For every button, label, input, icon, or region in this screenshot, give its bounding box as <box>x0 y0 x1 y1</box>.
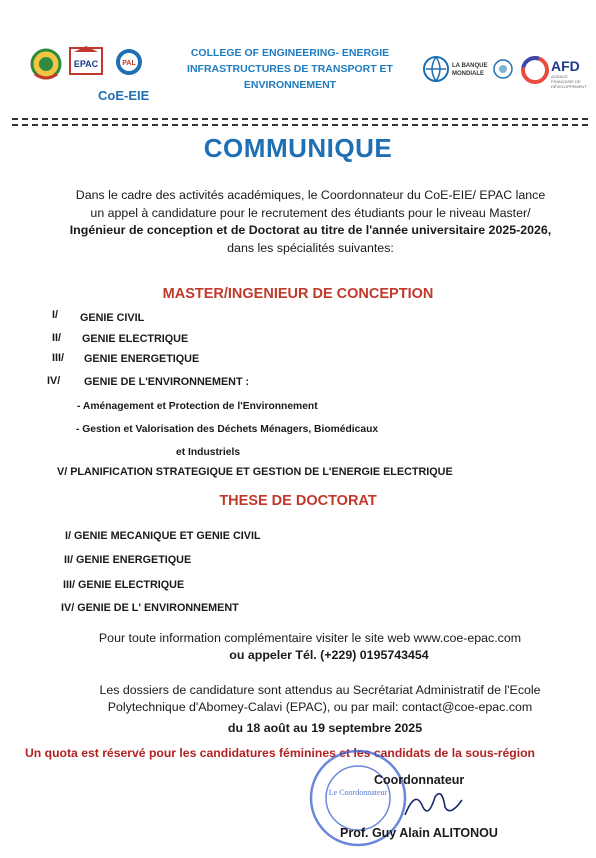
svg-text:Le Coordonnateur: Le Coordonnateur <box>328 788 388 797</box>
info-paragraph <box>40 630 580 664</box>
list-item: V/ PLANIFICATION STRATEGIQUE ET GESTION DE L'ENERGIE ELECTRIQUE <box>57 466 453 478</box>
signatory-name: Prof. Guy Alain ALITONOU <box>340 826 498 840</box>
afd-logo-icon <box>520 55 550 90</box>
quota-notice: Un quota est réservé pour les candidatures féminines et les candidats de la sous-région <box>25 746 535 760</box>
afd-subtext: AGENCE FRANÇAISE DE DÉVELOPPEMENT <box>551 74 587 89</box>
svg-text:PAL: PAL <box>122 60 136 67</box>
pal-gear-logo-icon <box>114 47 144 82</box>
list-item: GENIE CIVIL <box>80 312 145 324</box>
list-item: IV/ GENIE DE L' ENVIRONNEMENT <box>61 602 239 614</box>
epac-logo-icon <box>66 44 106 85</box>
dossiers-line: du 18 août au 19 septembre 2025 <box>227 721 423 735</box>
list-item: GENIE ENERGETIQUE <box>84 353 200 365</box>
emblem-icon <box>492 58 514 85</box>
intro-paragraph <box>48 187 573 257</box>
info-line: ou appeler Tél. (+229) 0195743454 <box>229 648 429 662</box>
dossiers-line: Polytechnique d'Abomey-Calavi (EPAC), ou par mail: contact@coe-epac.com <box>107 700 533 714</box>
dossiers-paragraph <box>60 682 580 737</box>
intro-line: un appel à candidature pour le recrutement des étudiants pour le niveau Master/ <box>90 205 531 220</box>
info-line: Pour toute information complémentaire visiter le site web www.coe-epac.com <box>98 631 522 645</box>
intro-line: Ingénieur de conception et de Doctorat au titre de l'année universitaire 2025-2026, <box>69 223 552 237</box>
dossiers-line: Les dossiers de candidature sont attendus au Secrétariat Administratif de l'Ecole <box>99 683 541 697</box>
list-number: I/ <box>52 309 58 321</box>
list-number: IV/ <box>47 375 61 387</box>
list-number: II/ <box>52 332 61 344</box>
sub-list-item: et Industriels <box>176 447 241 458</box>
svg-text:EPAC: EPAC <box>73 59 99 69</box>
intro-line: Dans le cadre des activités académiques, le Coordonnateur du CoE-EIE/ EPAC lance <box>75 188 546 202</box>
list-item: II/ GENIE ENERGETIQUE <box>64 554 192 566</box>
doctorat-section-title: THESE DE DOCTORAT <box>219 493 377 509</box>
header-divider <box>12 124 588 126</box>
list-number: III/ <box>52 352 64 364</box>
list-item: GENIE DE L'ENVIRONNEMENT : <box>84 376 250 388</box>
signature-role: Coordonnateur <box>374 773 465 787</box>
page-title: COMMUNIQUE <box>203 133 393 163</box>
afd-text: AFD <box>551 58 580 74</box>
list-item: I/ GENIE MECANIQUE ET GENIE CIVIL <box>65 530 261 542</box>
worldbank-globe-icon <box>422 55 450 88</box>
worldbank-text: LA BANQUE MONDIALE <box>452 63 488 77</box>
master-section-title: MASTER/INGENIEUR DE CONCEPTION <box>162 286 434 302</box>
handwritten-signature-icon <box>400 785 470 830</box>
intro-line: dans les spécialités suivantes: <box>227 240 394 255</box>
sub-list-item: - Aménagement et Protection de l'Environnement <box>77 401 318 412</box>
coe-label: CoE-EIE <box>98 88 150 103</box>
sub-list-item: - Gestion et Valorisation des Déchets Ménagers, Biomédicaux <box>76 424 379 435</box>
header-divider <box>12 118 588 120</box>
list-item: GENIE ELECTRIQUE <box>82 333 189 345</box>
list-item: III/ GENIE ELECTRIQUE <box>63 579 185 591</box>
college-name: COLLEGE OF ENGINEERING- ENERGIE INFRASTRUCTURES DE TRANSPORT ET ENVIRONNEMENT <box>187 47 393 91</box>
